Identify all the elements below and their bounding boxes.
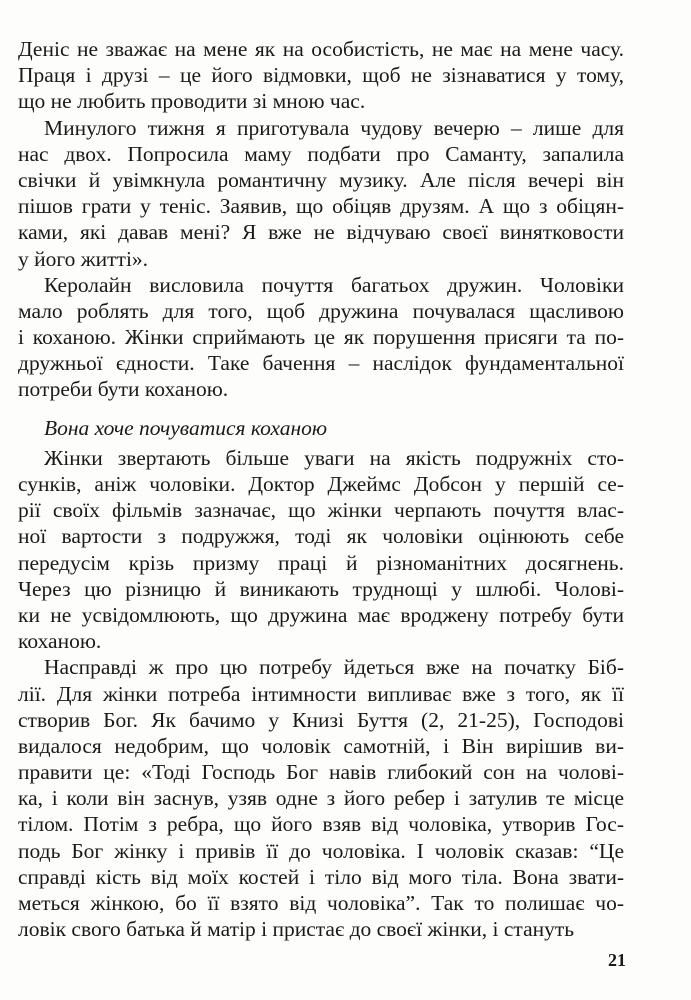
text-line: Насправді ж про цю потребу йдеться вже на початку Біб- — [44, 655, 624, 680]
text-line: ка, і коли він заснув, узяв одне з його ребер і затулив те місце — [18, 786, 624, 811]
text-line: ками, які давав мені? Я вже не відчуваю своєї винятковости — [18, 220, 624, 245]
text-line: ної вартости з подружжя, тоді як чоловіки оцінюють себе — [18, 524, 624, 549]
text-line: видалося недобрим, що чоловік самотній, і Він вирішив ви- — [18, 733, 624, 758]
body-text — [18, 36, 624, 942]
text-line: лії. Для жінки потреба інтимности випливає вже з того, як її — [18, 681, 624, 706]
text-line: подь Бог жінку і привів її до чоловіка. І чоловік сказав: “Це — [18, 838, 624, 863]
text-line: правити це: «Тоді Господь Бог навів глибокий сон на чолові- — [18, 760, 624, 785]
text-line: ловік свого батька й матір і пристає до своєї жінки, і стануть — [18, 917, 575, 942]
paragraph — [18, 654, 624, 942]
text-line: що не любить проводити зі мною час. — [18, 89, 366, 114]
text-line: у його житті». — [18, 246, 149, 271]
text-line: мало роблять для того, щоб дружина почувалася щасливою — [18, 298, 624, 323]
text-line: передусім крізь призму праці й різноманітних досягнень. — [18, 550, 624, 575]
text-line: меться жінкою, бо її взято від чоловіка”. Так то полишає чо- — [18, 891, 624, 915]
paragraph — [18, 36, 624, 115]
paragraph — [18, 272, 624, 403]
paragraphs-after-heading — [18, 445, 624, 943]
page-number: 21 — [608, 950, 626, 970]
text-line: створив Бог. Як бачимо у Книзі Буття (2, 21-25), Господові — [18, 707, 624, 732]
section-heading: Вона хоче почуватися коханою — [44, 415, 328, 440]
text-line: рії своїх фільмів зазначає, що жінки черпають почуття влас- — [18, 498, 624, 523]
text-line: пішов грати у теніс. Заявив, що обіцяв друзям. А що з обіцян- — [18, 194, 624, 219]
text-line: сунків, аніж чоловіки. Доктор Джеймс Добсон у першій се- — [18, 472, 624, 496]
text-line: Деніс не зважає на мене як на особистість, не має на мене часу. — [18, 37, 624, 61]
text-line: Минулого тижня я приготувала чудову вечерю – лише для — [44, 115, 624, 140]
text-line: Керолайн висловила почуття багатьох дружин. Чоловіки — [44, 272, 624, 297]
paragraph — [18, 115, 624, 272]
text-line: ки не усвідомлюють, що дружина має вроджену потребу бути — [18, 602, 624, 627]
text-line: і коханою. Жінки сприймають це як порушення присяги та по- — [18, 325, 624, 350]
text-line: справді кість від моїх костей і тіло від мого тіла. Вона звати- — [18, 864, 624, 889]
paragraph — [18, 445, 624, 655]
text-line: Праця і друзі – це його відмовки, щоб не зізнаватися у тому, — [18, 63, 624, 88]
text-line: Жінки звертають більше уваги на якість подружніх сто- — [44, 445, 624, 470]
text-line: тілом. Потім з ребра, що його взяв від чоловіка, утворив Гос- — [18, 812, 624, 837]
text-line: дружньої єдности. Таке бачення – наслідок фундаментальної — [18, 351, 624, 376]
text-line: нас двох. Попросила маму подбати про Саманту, запалила — [18, 141, 624, 166]
text-line: свічки й увімкнула романтичну музику. Але після вечері він — [18, 167, 624, 192]
text-line: Через цю різницю й виникають труднощі у шлюбі. Чолові- — [18, 576, 624, 601]
text-line: коханою. — [18, 629, 102, 654]
paragraphs-before-heading — [18, 36, 624, 403]
text-line: потреби бути коханою. — [18, 377, 229, 402]
